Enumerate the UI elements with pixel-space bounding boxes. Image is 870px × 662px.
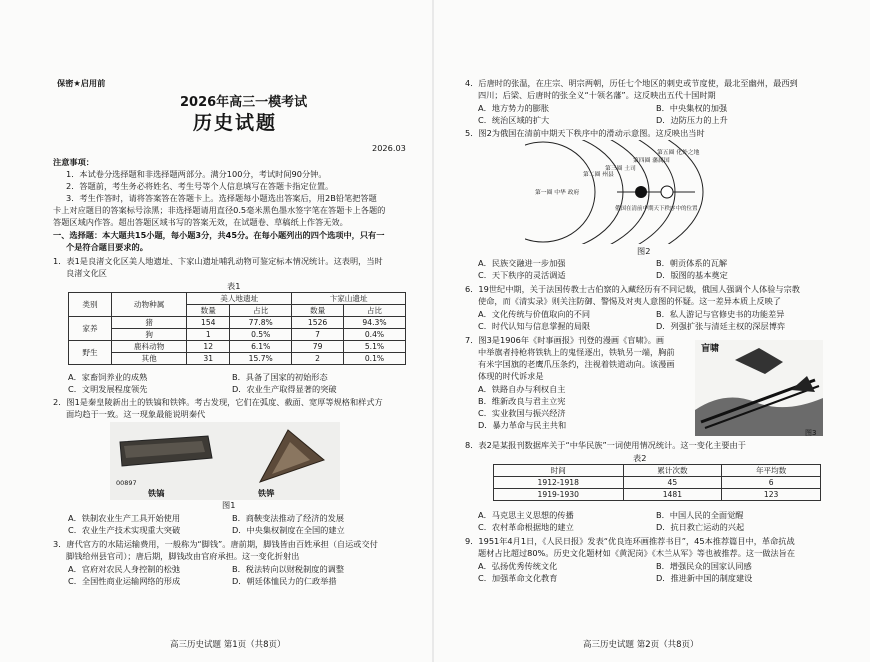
table1 <box>68 292 406 365</box>
page-1 <box>0 0 430 662</box>
note-line: 卡上对应题目的答案标号涂黑；非选择题请用直径0.5毫米黑色墨水签字笔在答题卡上各题的 <box>53 205 386 215</box>
table2 <box>493 464 821 501</box>
q9-stem: 9．1951年4月1日，《人民日报》发表“优良连环画推荐书目”，45本推荐篇目中，革命抗战 <box>465 536 795 546</box>
table1-header: 卞家山遗址 <box>292 293 406 305</box>
q7-option-c: C．实业救国与振兴经济 <box>478 408 566 418</box>
q2-option-b: B．商鞅变法推动了经济的发展 <box>232 513 345 523</box>
q5-option-d: D．版图的基本奠定 <box>656 270 728 280</box>
q8-option-d: D．抗日救亡运动的兴起 <box>656 522 745 532</box>
secret-label: 保密★启用前 <box>57 78 106 88</box>
table1-cell: 野生 <box>69 341 112 365</box>
q7-stem-cont: 中举旗者持枪将铁轨上的鬼怪逐出，铁轨另一端，胸前 <box>478 347 675 357</box>
page-fold <box>432 0 434 662</box>
q1-option-d: D．农业生产取得显著的突破 <box>232 384 337 394</box>
q3-option-d: D．朝廷体恤民力的仁政举措 <box>232 576 337 586</box>
table2-cell: 123 <box>722 489 821 501</box>
q7-stem-cont: 体现的时代诉求是 <box>478 371 544 381</box>
fig2-caption: 图2 <box>637 246 651 256</box>
q8-option-a: A．马克思主义思想的传播 <box>478 510 574 520</box>
ring-label: 第二圈 州县 <box>583 172 614 178</box>
q2-stem: 2．图1是秦皇陵新出土的铁镐和铁铧。考古发现，它们在弧度、截面、宽厚等规格和样式方 <box>53 397 383 407</box>
table-row <box>69 317 406 329</box>
table-row <box>494 477 821 489</box>
table2-header: 年平均数 <box>722 465 821 477</box>
note-line: 1．本试卷分选择题和非选择题两部分。满分100分，考试时间90分钟。 <box>66 169 327 179</box>
table1-cell: 6.1% <box>230 341 292 353</box>
table2-header: 时间 <box>494 465 624 477</box>
q5-stem: 5．图2为俄国在清前中期天下秩序中的滑动示意图。这反映出当时 <box>465 128 705 138</box>
table-row <box>69 353 406 365</box>
table-row <box>69 341 406 353</box>
q4-option-a: A．地方势力的膨胀 <box>478 103 550 113</box>
q3-option-b: B．税法转向以财税制度的调整 <box>232 564 345 574</box>
ring-label: 第三圈 土司 <box>605 166 636 172</box>
table1-cell: 1526 <box>292 317 344 329</box>
note-line: 2．答题前，考生务必将姓名、考生号等个人信息填写在答题卡指定位置。 <box>66 181 334 191</box>
q7-option-d: D．暴力革命与民主共和 <box>478 420 567 430</box>
table1-cell: 12 <box>187 341 230 353</box>
q9-option-a: A．弘扬优秀传统文化 <box>478 561 558 571</box>
table1-cell: 0.5% <box>230 329 292 341</box>
table1-cell: 7 <box>292 329 344 341</box>
cartoon-image <box>695 340 823 436</box>
exam-title: 2026年高三一模考试 <box>180 95 308 110</box>
russia-dot-2 <box>661 186 673 198</box>
q6-stem-cont: 使命，而《清实录》则关注防御、警惕及对夷人意图的怀疑。这一差异本质上反映了 <box>478 296 781 306</box>
photo-tag: 00897 <box>116 479 137 487</box>
note-line: 答题区域内作答。超出答题区域书写的答案无效，在试题卷、草稿纸上作答无效。 <box>53 217 348 227</box>
q8-option-b: B．中国人民的全面觉醒 <box>656 510 744 520</box>
cartoon-title: 盲啸 <box>701 344 720 354</box>
table1-cell: 猪 <box>111 317 186 329</box>
ring-label: 第五圈 化外之地 <box>657 150 700 156</box>
q2-option-a: A．铁制农业生产工具开始使用 <box>68 513 181 523</box>
table1-header: 数量 <box>292 305 344 317</box>
table1-cell: 5.1% <box>343 341 405 353</box>
section-heading: 一、选择题：本大题共15小题，每小题3分，共45分。在每小题列出的四个选项中，只有一 <box>53 230 385 240</box>
table1-caption: 表1 <box>227 281 241 291</box>
note-line: 3．考生作答时，请将答案答在答题卡上。选择题每小题选出答案后，用2B铅笔把答题 <box>66 193 377 203</box>
q9-stem-cont: 题材占比超过80%。历史文化题材如《黄泥岗》《木兰从军》等也被推荐。这一做法旨在 <box>478 548 796 558</box>
q6-option-a: A．文化传统与价值取向的不同 <box>478 309 591 319</box>
table1-header: 动物种属 <box>111 293 186 317</box>
q2-option-c: C．农业生产技术实现重大突破 <box>68 525 181 535</box>
table1-cell: 77.8% <box>230 317 292 329</box>
table1-header: 占比 <box>230 305 292 317</box>
q6-option-d: D．列强扩张与清廷主权的深层博弈 <box>656 321 786 331</box>
table2-cell: 45 <box>623 477 722 489</box>
table1-cell: 1 <box>187 329 230 341</box>
table1-cell: 31 <box>187 353 230 365</box>
table2-cell: 1912-1918 <box>494 477 624 489</box>
q9-option-c: C．加强革命文化教育 <box>478 573 558 583</box>
table1-cell: 狗 <box>111 329 186 341</box>
fig1-caption: 图1 <box>222 500 236 510</box>
q1-option-b: B．具备了国家的初始形态 <box>232 372 328 382</box>
iron-plough-label: 铁铧 <box>258 488 275 498</box>
iron-pick-label: 铁镐 <box>148 488 165 498</box>
q6-option-b: B．私人游记与官修史书的功能差异 <box>656 309 785 319</box>
russia-position-label: 俄国在清前中期天下秩序中的位置 <box>615 206 698 212</box>
table1-cell: 2 <box>292 353 344 365</box>
table2-caption: 表2 <box>633 453 647 463</box>
subject-title: 历史试题 <box>193 112 278 134</box>
q6-option-c: C．时代认知与信息掌握的局限 <box>478 321 591 331</box>
q9-option-b: B．增强民众的国家认同感 <box>656 561 752 571</box>
q3-option-c: C．全国性商业运输网络的形成 <box>68 576 181 586</box>
table1-cell: 0.1% <box>343 353 405 365</box>
footer-page-2: 高三历史试题 第2页（共8页） <box>583 640 699 650</box>
q1-stem: 1．表1是良渚文化区美人地遗址、卞家山遗址哺乳动物可鉴定标本情况统计。这表明，当时 <box>53 256 383 266</box>
q7-option-b: B．维新改良与君主立宪 <box>478 396 566 406</box>
table1-header: 类别 <box>69 293 112 317</box>
table1-cell: 家养 <box>69 317 112 341</box>
ring-label: 第一圈 中华 政府 <box>535 190 580 196</box>
q7-stem-cont: 有米字国旗的老鹰爪压条约，注视着铁道动向。该漫画 <box>478 359 675 369</box>
table-row <box>494 489 821 501</box>
table1-header: 占比 <box>343 305 405 317</box>
table-row <box>69 329 406 341</box>
table1-cell: 鹿科动物 <box>111 341 186 353</box>
page-2 <box>437 0 867 662</box>
russia-dot-1 <box>635 186 647 198</box>
q5-option-b: B．朝贡体系的瓦解 <box>656 258 728 268</box>
q3-stem-cont: 脚钱给州县官司）；唐后期，脚钱改由官府承担。这一变化折射出 <box>66 551 300 561</box>
q2-stem-cont: 面均趋于一致。这一现象最能说明秦代 <box>66 409 206 419</box>
section-heading-cont: 个是符合题目要求的。 <box>66 242 148 252</box>
table1-header: 美人地遗址 <box>187 293 292 305</box>
table2-cell: 6 <box>722 477 821 489</box>
q1-option-c: C．文明发展程度领先 <box>68 384 148 394</box>
q9-option-d: D．推进新中国的制度建设 <box>656 573 753 583</box>
q1-stem-cont: 良渚文化区 <box>66 268 107 278</box>
table1-header: 数量 <box>187 305 230 317</box>
fig3-caption: 图3 <box>805 429 817 437</box>
table1-cell: 0.4% <box>343 329 405 341</box>
q1-option-a: A．家畜饲养业的成熟 <box>68 372 148 382</box>
q5-option-a: A．民族交融进一步加强 <box>478 258 566 268</box>
table1-cell: 154 <box>187 317 230 329</box>
iron-tools-photo <box>110 422 340 500</box>
q3-option-a: A．官府对农民人身控制的松弛 <box>68 564 181 574</box>
table2-cell: 1481 <box>623 489 722 501</box>
notes-heading: 注意事项： <box>53 157 94 167</box>
exam-date: 2026.03 <box>372 143 406 153</box>
table1-cell: 79 <box>292 341 344 353</box>
q7-stem: 7．图3是1906年《时事画报》刊登的漫画《盲啸》。画 <box>465 335 665 345</box>
q6-stem: 6．19世纪中期，关于法国传教士古伯察的入藏经历有不同记载，俄国人强调个人体验与宗教 <box>465 284 800 294</box>
q7-option-a: A．铁路自办与利权自主 <box>478 384 566 394</box>
q4-option-d: D．边防压力的上升 <box>656 115 728 125</box>
q2-option-d: D．中央集权制度在全国的建立 <box>232 525 345 535</box>
ring-label: 第四圈 藩属国 <box>633 158 670 164</box>
table2-cell: 1919-1930 <box>494 489 624 501</box>
q4-option-c: C．统治区域的扩大 <box>478 115 550 125</box>
q4-option-b: B．中央集权的加强 <box>656 103 728 113</box>
q8-option-c: C．农村革命根据地的建立 <box>478 522 574 532</box>
table2-header: 累计次数 <box>623 465 722 477</box>
q8-stem: 8．表2是某报刊数据库关于“中华民族”一词使用情况统计。这一变化主要由于 <box>465 440 746 450</box>
q4-stem-cont: 四川；后梁、后唐时的张全义“十领名藩”。这反映出五代十国时期 <box>478 90 716 100</box>
footer-page-1: 高三历史试题 第1页（共8页） <box>170 640 286 650</box>
q3-stem: 3．唐代官方的水陆运输费用，一般称为“脚钱”。唐前期，脚钱皆由百姓承担（自运或交付 <box>53 539 378 549</box>
q5-option-c: C．天下秩序的灵活调适 <box>478 270 566 280</box>
table1-cell: 15.7% <box>230 353 292 365</box>
q4-stem: 4．后唐时的张温，在庄宗、明宗两朝，历任七个地区的刺史或节度使，最北至幽州，最西到 <box>465 78 798 88</box>
table1-cell: 94.3% <box>343 317 405 329</box>
table1-cell: 其他 <box>111 353 186 365</box>
